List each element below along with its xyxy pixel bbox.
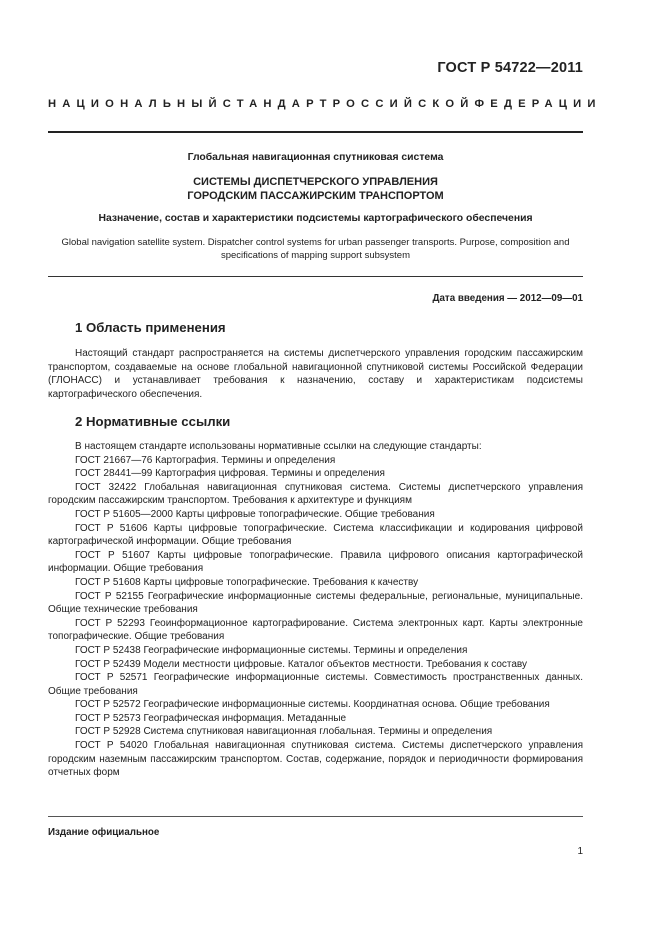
document-number: ГОСТ Р 54722—2011 (437, 60, 583, 76)
title-line: ГОРОДСКИМ ПАССАЖИРСКИМ ТРАНСПОРТОМ (187, 189, 444, 202)
reference-item: ГОСТ Р 52572 Географические информационные системы. Координатная основа. Общие требования (75, 699, 550, 711)
reference-item: ГОСТ 32422 Глобальная навигационная спутниковая система. Системы диспетчерского управления городским пассажирским транспортом. Требования к архитектуре и функциям (48, 481, 583, 507)
reference-item: ГОСТ Р 52293 Геоинформационное картографирование. Система электронных карт. Карты электронные топографические. Общие требования (48, 617, 583, 643)
reference-item: ГОСТ Р 52573 Географическая информация. Метаданные (75, 712, 347, 724)
reference-item: В настоящем стандарте использованы нормативные ссылки на следующие стандарты: (75, 441, 482, 452)
official-edition-label: Издание официальное (48, 827, 160, 838)
page-number: 1 (577, 846, 583, 857)
document-subtitle: Глобальная навигационная спутниковая система (187, 152, 444, 163)
reference-item: ГОСТ Р 51607 Карты цифровые топографические. Правила цифрового описания картографической информации. Общие требования (48, 549, 583, 575)
footer-divider (48, 816, 583, 817)
section-2-heading: 2 Нормативные ссылки (75, 414, 231, 429)
header-word: РОССИЙСКОЙ (332, 98, 475, 110)
reference-item: ГОСТ Р 54020 Глобальная навигационная спутниковая система. Системы диспетчерского управления городским наземным пассажирским транспортом. Состав, содержание, порядок и периодичности формирования отчетных форм (48, 740, 583, 779)
references-list (48, 440, 583, 780)
reference-item: ГОСТ Р 51606 Карты цифровые топографические. Система классификации и кодирования цифровой картографической информации. Общие требования (48, 522, 583, 548)
national-standard-header (48, 98, 602, 110)
reference-item: ГОСТ Р 51605—2000 Карты цифровые топографические. Общие требования (75, 508, 435, 520)
document-title (48, 176, 583, 203)
reference-item: ГОСТ Р 52928 Система спутниковая навигационная глобальная. Термины и определения (75, 726, 493, 738)
title-line: СИСТЕМЫ ДИСПЕТЧЕРСКОГО УПРАВЛЕНИЯ (193, 176, 438, 188)
reference-item: ГОСТ Р 52439 Модели местности цифровые. Каталог объектов местности. Требования к составу (75, 658, 528, 670)
english-title-line: specifications of mapping support subsystem (220, 250, 411, 261)
header-divider (48, 131, 583, 133)
reference-item: ГОСТ Р 52438 Географические информационные системы. Термины и определения (75, 644, 468, 656)
header-word: ФЕДЕРАЦИИ (474, 98, 602, 110)
document-purpose: Назначение, состав и характеристики подсистемы картографического обеспечения (98, 213, 533, 224)
reference-item: ГОСТ Р 51608 Карты цифровые топографические. Требования к качеству (75, 576, 419, 588)
english-title-line: Global navigation satellite system. Dispatcher control systems for urban passenger transports. Purpose, composition and (61, 237, 570, 248)
english-title (40, 236, 591, 262)
section-1-paragraph: Настоящий стандарт распространяется на системы диспетчерского управления городским пассажирским транспортом, создаваемые на основе глобальной навигационной спутниковой системы Российской Федерации (ГЛОНАСС) и устанавливает требования к назначению, составу и характеристикам подсистемы картографического обеспечения. (48, 348, 583, 400)
reference-item: ГОСТ 21667—76 Картография. Термины и определения (75, 454, 336, 466)
header-word: СТАНДАРТ (222, 98, 333, 110)
section-1-heading: 1 Область применения (75, 320, 226, 335)
title-divider (48, 276, 583, 277)
reference-item: ГОСТ Р 52155 Географические информационные системы федеральные, региональные, муниципальные. Общие технические требования (48, 590, 583, 616)
header-word: НАЦИОНАЛЬНЫЙ (48, 98, 223, 110)
introduction-date: Дата введения — 2012—09—01 (432, 293, 583, 304)
reference-item: ГОСТ 28441—99 Картография цифровая. Термины и определения (75, 468, 385, 480)
reference-item: ГОСТ Р 52571 Географические информационные системы. Совместимость пространственных данных. Общие требования (48, 672, 583, 697)
